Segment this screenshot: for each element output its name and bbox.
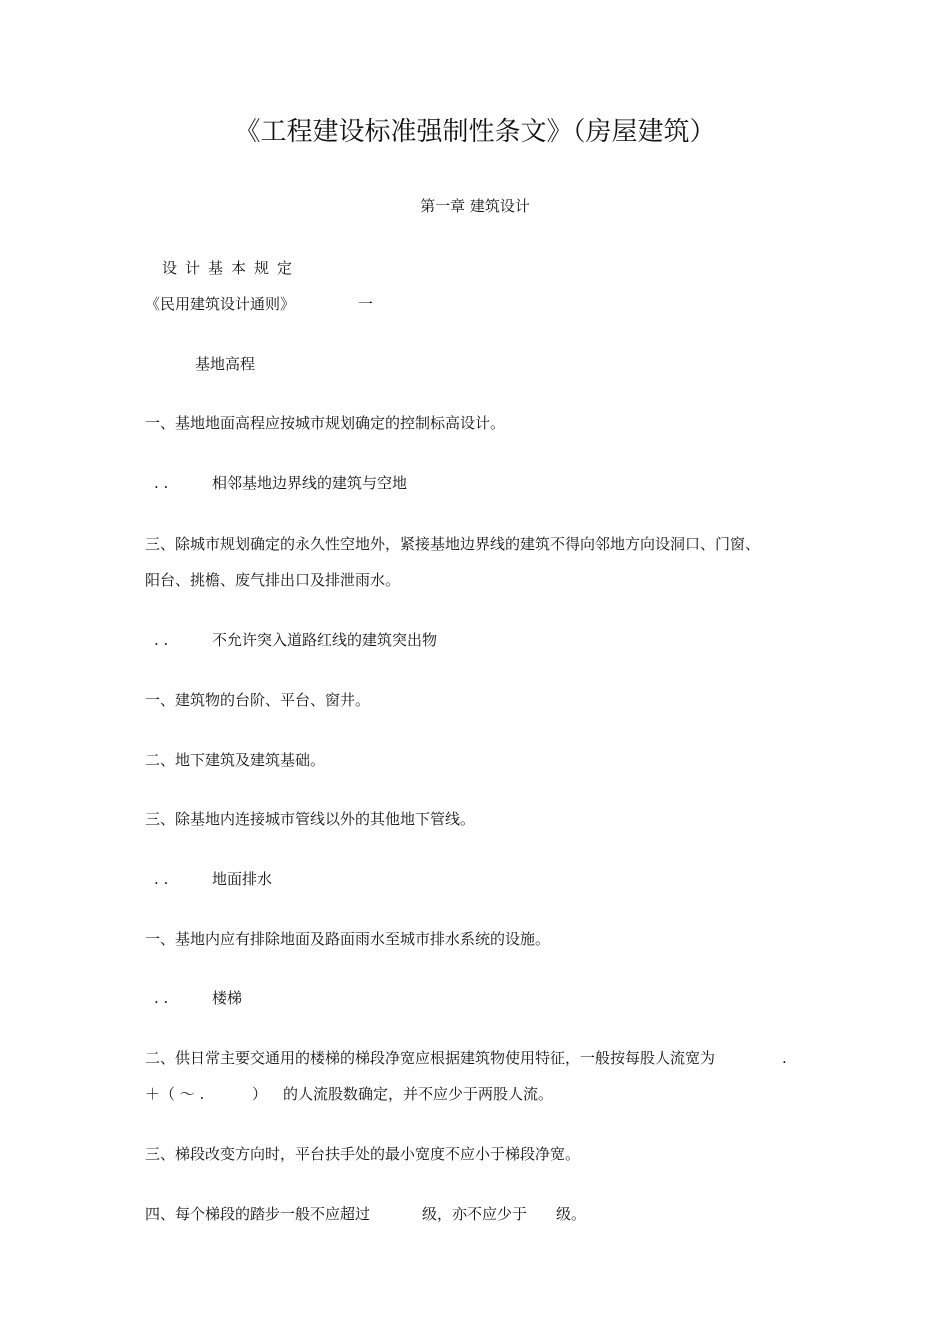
chapter-heading: 第一章 建筑设计: [420, 197, 530, 215]
item-stairs-2-line2-range: ＋（ ～ .: [145, 1085, 205, 1103]
subsection-drainage: 地面排水: [212, 870, 273, 888]
item-protrusion-1: 一、建筑物的台阶、平台、窗井。: [145, 691, 371, 709]
item-stairs-4-part1: 四、每个梯段的踏步一般不应超过: [145, 1205, 371, 1223]
subsection-site-elevation: 基地高程: [195, 355, 256, 373]
item-protrusion-2: 二、地下建筑及建筑基础。: [145, 751, 326, 769]
subsection-adjacent: 相邻基地边界线的建筑与空地: [212, 474, 408, 492]
item-stairs-4-part2: 级，亦不应少于: [422, 1205, 528, 1223]
item-protrusion-3: 三、除基地内连接城市管线以外的其他地下管线。: [145, 810, 476, 828]
item-drainage-1: 一、基地内应有排除地面及路面雨水至城市排水系统的设施。: [145, 930, 551, 948]
section-heading: 设计基本规定: [162, 259, 301, 277]
subsection-stairs: 楼梯: [212, 989, 243, 1007]
item-adjacent-3-line2: 阳台、挑檐、废气排出口及排泄雨水。: [145, 571, 401, 589]
subsection-protrusions: 不允许突入道路红线的建筑突出物: [212, 631, 438, 649]
document-title: 《工程建设标准强制性条文》（房屋建筑）: [234, 117, 716, 147]
item-stairs-2-line2-paren: ）: [252, 1085, 268, 1103]
subsection-number-dots: . .: [154, 474, 169, 492]
item-site-elevation-1: 一、基地地面高程应按城市规划确定的控制标高设计。: [145, 414, 506, 432]
item-stairs-2-line2-text: 的人流股数确定，并不应少于两股人流。: [283, 1085, 554, 1103]
item-stairs-2-line1-dot: .: [782, 1049, 787, 1067]
item-stairs-4-part3: 级。: [556, 1205, 587, 1223]
item-adjacent-3-line1: 三、除城市规划确定的永久性空地外，紧接基地边界线的建筑不得向邻地方向设洞口、门窗、: [145, 535, 761, 553]
item-stairs-3: 三、梯段改变方向时，平台扶手处的最小宽度不应小于梯段净宽。: [145, 1145, 581, 1163]
code-name: 《民用建筑设计通则》: [145, 295, 296, 313]
subsection-number-dots: . .: [154, 631, 169, 649]
item-stairs-2-line1: 二、供日常主要交通用的楼梯的梯段净宽应根据建筑物使用特征，一般按每股人流宽为: [145, 1049, 716, 1067]
subsection-number-dots: . .: [154, 989, 169, 1007]
code-dash: 一: [358, 295, 374, 313]
subsection-number-dots: . .: [154, 870, 169, 888]
